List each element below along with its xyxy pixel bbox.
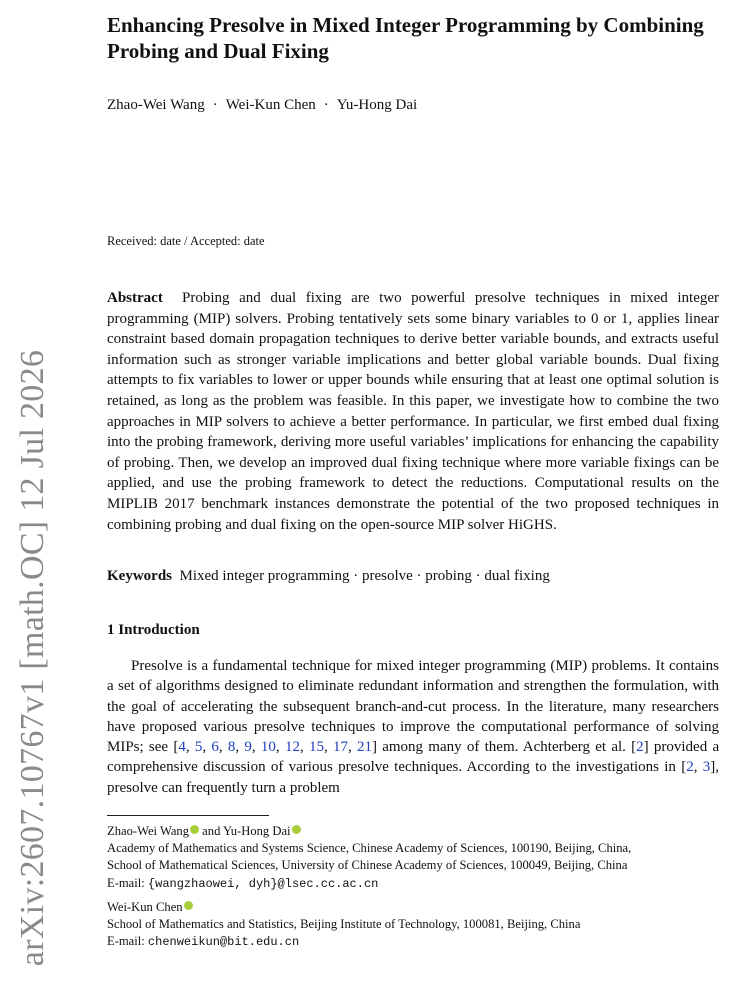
affiliation-footnote (107, 899, 719, 952)
abstract-text: Probing and dual fixing are two powerful presolve techniques in mixed integer programming (MIP) solvers. Probing tentatively sets some binary variables to 0 or 1, applies linear constraint based domain propagation techniques to derive better variable bounds, and extracts useful information such as stronger variable implications and better global variable bounds. Dual fixing attempts to fix variables to lower or upper bounds while ensuring that at least one optimal solution is retained, as long as the problem was feasible. In this paper, we investigate how to combine the two approaches in MIP solvers to achieve a better performance. In particular, we first embed dual fixing into the probing framework, deriving more useful variables’ implications for enhancing the capability of probing. Then, we develop an improved dual fixing technique where more variable fixings can be applied, and use the probing framework to detect the reductions. Computational results on the MIPLIB 2017 benchmark instances demonstrate the potential of the two proposed techniques in combining probing and dual fixing on the open-source MIP solver HiGHS. (107, 290, 720, 533)
affiliation-line: School of Mathematics and Statistics, Beijing Institute of Technology, 100081, Beijing, China (107, 917, 581, 932)
intro-paragraph (107, 656, 719, 798)
citation-link[interactable]: 9 (244, 739, 252, 756)
affiliation-line: Academy of Mathematics and Systems Science, Chinese Academy of Sciences, 100190, Beijing, China, (107, 841, 632, 856)
email-label: E-mail: (107, 875, 148, 890)
abstract (107, 288, 719, 535)
author-name: Yu-Hong Dai (336, 97, 418, 113)
orcid-icon[interactable] (190, 825, 199, 834)
keywords-text: Mixed integer programming · presolve · probing · dual fixing (179, 568, 550, 584)
footnote-conjunction: and (199, 824, 224, 838)
citation-group: 2, 3 (686, 759, 711, 776)
orcid-icon[interactable] (184, 901, 193, 910)
abstract-label: Abstract (107, 290, 163, 306)
author-separator: · (323, 97, 329, 113)
received-date: Received: date / Accepted: date (107, 234, 265, 248)
author-separator: · (212, 97, 218, 113)
email-label: E-mail: (107, 934, 148, 949)
author-name: Wei-Kun Chen (225, 97, 316, 113)
citation-link[interactable]: 3 (702, 759, 711, 776)
intro-text: ] provided a comprehensive discussion of various presolve techniques. According to the investigations in [ (107, 739, 720, 776)
section-title: Introduction (118, 622, 200, 638)
citation-group: 4, 5, 6, 8, 9, 10, 12, 15, 17, 21 (178, 739, 372, 756)
arxiv-identifier-stamp (0, 0, 66, 1000)
author-list (107, 97, 417, 114)
author-name: Zhao-Wei Wang (107, 97, 205, 113)
citation-link[interactable]: 15 (308, 739, 324, 756)
paper-title: Enhancing Presolve in Mixed Integer Programming by Combining Probing and Dual Fixing (107, 13, 704, 63)
citation-link[interactable]: 4 (178, 739, 186, 756)
citation-link[interactable]: 6 (211, 739, 219, 756)
orcid-icon[interactable] (292, 825, 301, 834)
footnote-author: Yu-Hong Dai (223, 824, 291, 838)
affiliation-line: School of Mathematical Sciences, University of Chinese Academy of Sciences, 100049, Beijing, China (107, 858, 628, 873)
intro-text: Presolve is a fundamental technique for mixed integer programming (MIP) problems. It contains a set of algorithms designed to eliminate redundant information and strengthen the formulation, with the goal of accelerating the subsequent branch-and-cut process. In the literature, many researchers have proposed various presolve techniques to improve the computational performance of solving MIPs; see [ (107, 658, 719, 756)
citation-link[interactable]: 17 (332, 739, 348, 756)
keywords-label: Keywords (107, 568, 172, 584)
citation-link[interactable]: 21 (356, 739, 372, 756)
email-address: chenweikun@bit.edu.cn (147, 935, 300, 950)
footnote-author: Wei-Kun Chen (107, 900, 183, 914)
affiliation-footnote (107, 823, 719, 893)
section-number: 1 (107, 622, 115, 638)
citation-link[interactable]: 5 (194, 739, 203, 756)
section-heading (107, 622, 200, 639)
email-address: {wangzhaowei, dyh}@lsec.cc.ac.cn (147, 876, 379, 891)
footnote-author: Zhao-Wei Wang (107, 824, 190, 838)
arxiv-id-text: arXiv:2607.10767v1 [math.OC] 12 Jul 2026 (14, 349, 51, 967)
keywords (107, 568, 550, 585)
intro-text: ] among many of them. Achterberg et al. [ (371, 739, 637, 756)
citation-link[interactable]: 10 (260, 739, 276, 756)
intro-text: ], presolve can frequently turn a problem (107, 759, 719, 796)
citation-link[interactable]: 8 (227, 739, 236, 756)
footnote-rule (107, 815, 269, 816)
citation-link[interactable]: 2 (636, 739, 644, 756)
citation-link[interactable]: 2 (686, 759, 694, 776)
citation-link[interactable]: 12 (284, 739, 300, 756)
